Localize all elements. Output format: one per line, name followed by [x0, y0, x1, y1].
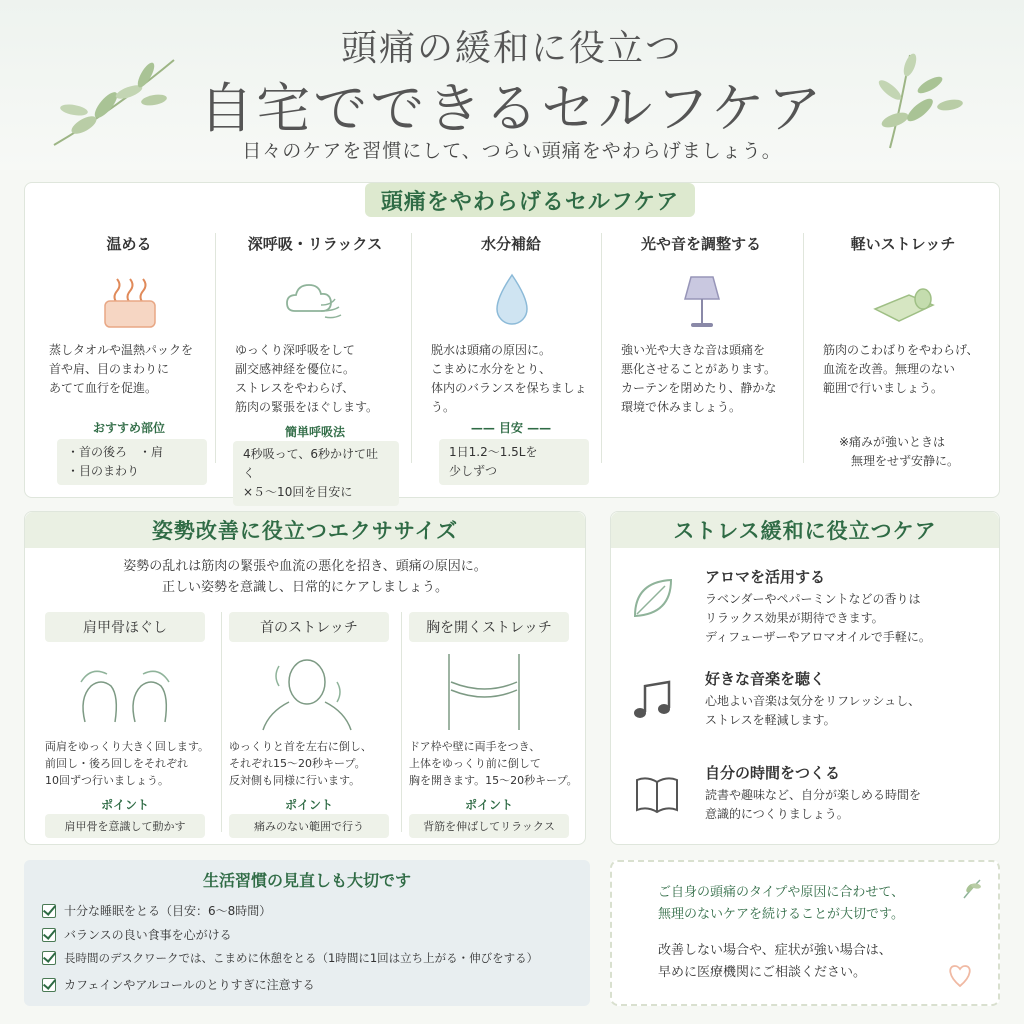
checkbox-checked-icon — [42, 978, 56, 992]
selfcare-item-desc: 強い光や大きな音は頭痛を 悪化させることがあります。 カーテンを閉めたり、静かな 環境で休みましょう。 — [621, 343, 777, 414]
exercise-point-label: ポイント — [464, 798, 513, 812]
music-note-icon — [629, 676, 677, 724]
stress-item-desc: 読書や趣味など、自分が楽しめる時間を 意識的につくりましょう。 — [705, 788, 922, 821]
header — [0, 0, 1024, 170]
divider — [221, 612, 222, 832]
selfcare-title-pill — [365, 183, 695, 217]
selfcare-item-desc: ゆっくり深呼吸をして 副交感神経を優位に。 ストレスをやわらげ、 筋肉の緊張をほぐします。 — [235, 343, 379, 414]
steam-towel-icon — [95, 271, 165, 331]
lifestyle-title: 生活習慣の見直しも大切です — [202, 871, 411, 890]
lamp-icon — [667, 271, 737, 331]
habit-text: 長時間のデスクワークでは、こまめに休憩をとる（1時間に1回は立ち上がる・伸びをする） — [64, 951, 539, 965]
stress-item-desc: 心地よい音楽は気分をリフレッシュし、 ストレスを軽減します。 — [705, 694, 921, 727]
selfcare-item-note: ※痛みが強いときは 無理をせず安静に。 — [839, 435, 960, 468]
habit-item — [42, 976, 315, 993]
leaf-icon — [629, 574, 677, 622]
exercise-desc: ドア枠や壁に両手をつき、 上体をゆっくり前に倒して 胸を開きます。15〜20秒キープ。 — [409, 740, 578, 787]
selfcare-section — [24, 182, 1000, 498]
exercise-title: 肩甲骨ほぐし — [45, 612, 205, 642]
checkbox-checked-icon — [42, 928, 56, 942]
subtitle: 日々のケアを習慣にして、つらい頭痛をやわらげましょう。 — [242, 140, 782, 162]
yoga-mat-icon — [869, 271, 939, 331]
selfcare-item-title: 軽いストレッチ — [850, 235, 956, 253]
exercise-title: 胸を開くストレッチ — [409, 612, 569, 642]
exercise-chest-stretch — [409, 612, 581, 842]
selfcare-item-hydration — [417, 233, 605, 483]
message-dark: 改善しない場合や、症状が強い場合は、 早めに医療機関にご相談ください。 — [658, 943, 892, 980]
selfcare-item-title: 光や音を調整する — [640, 235, 761, 253]
habit-text: カフェインやアルコールのとりすぎに注意する — [64, 978, 315, 992]
habit-text: 十分な睡眠をとる（目安：6〜8時間） — [64, 904, 272, 918]
heart-icon — [946, 962, 974, 988]
divider — [401, 612, 402, 832]
selfcare-item-box: 1日1.2〜1.5Lを 少しずつ — [439, 439, 589, 485]
shoulder-roll-icon — [65, 652, 185, 732]
stress-item-own-time — [611, 762, 1001, 852]
selfcare-item-desc: 蒸しタオルや温熱パックを 首や肩、目のまわりに あてて血行を促進。 — [49, 343, 194, 395]
selfcare-item-desc: 筋肉のこわばりをやわらげ、 血流を改善。無理のない 範囲で行いましょう。 — [823, 343, 979, 395]
exercise-shoulder-blade — [45, 612, 217, 842]
checkbox-checked-icon — [42, 904, 56, 918]
exercise-point: 肩甲骨を意識して動かす — [45, 814, 205, 838]
exercise-point-label: ポイント — [100, 798, 149, 812]
exercise-point: 背筋を伸ばしてリラックス — [409, 814, 569, 838]
habit-item — [42, 926, 232, 943]
title-line-1: 頭痛の緩和に役立つ — [340, 28, 683, 69]
selfcare-title: 頭痛をやわらげるセルフケア — [380, 189, 680, 215]
exercise-neck-stretch — [229, 612, 401, 842]
divider — [601, 233, 602, 463]
exercise-point-label: ポイント — [284, 798, 333, 812]
exercise-title: 首のストレッチ — [229, 612, 389, 642]
stress-item-music — [611, 668, 1001, 758]
divider — [215, 233, 216, 463]
selfcare-item-label: 簡単呼吸法 — [284, 425, 345, 439]
exercise-desc: 両肩をゆっくり大きく回します。 前回し・後ろ回しをそれぞれ 10回ずつ行いましょう。 — [45, 740, 210, 787]
selfcare-item-box: 4秒吸って、6秒かけて吐く ×５〜10回を目安に — [233, 441, 399, 506]
selfcare-item-breathing — [221, 233, 409, 499]
selfcare-item-warm — [35, 233, 223, 483]
habit-item — [42, 950, 538, 966]
stress-header — [611, 512, 999, 548]
neck-stretch-icon — [249, 652, 369, 732]
exercise-desc: ゆっくりと首を左右に倒し、 それぞれ15〜20秒キープ。 反対側も同様に行います。 — [229, 740, 372, 787]
exercise-point: 痛みのない範囲で行う — [229, 814, 389, 838]
stress-item-title: 好きな音楽を聴く — [705, 670, 826, 688]
message-box — [610, 860, 1000, 1006]
cloud-breath-icon — [281, 271, 351, 331]
divider — [411, 233, 412, 463]
stress-title: ストレス緩和に役立つケア — [673, 519, 937, 543]
divider — [803, 233, 804, 463]
posture-title: 姿勢改善に役立つエクササイズ — [151, 519, 459, 543]
selfcare-item-label: —— 目安 —— — [470, 421, 552, 435]
stress-item-desc: ラベンダーやペパーミントなどの香りは リラックス効果が期待できます。 ディフューザーやアロマオイルで手軽に。 — [705, 592, 931, 644]
selfcare-item-stretch — [809, 233, 997, 483]
selfcare-item-desc: 脱水は頭痛の原因に。 こまめに水分をとり、 体内のバランスを保ちましょう。 — [431, 343, 587, 414]
selfcare-item-title: 温める — [106, 235, 152, 253]
posture-intro: 姿勢の乱れは筋肉の緊張や血流の悪化を招き、頭痛の原因に。 正しい姿勢を意識し、日常的にケアしましょう。 — [123, 559, 487, 595]
posture-header — [25, 512, 585, 548]
lifestyle-section — [24, 860, 590, 1006]
message-green: ご自身の頭痛のタイプや原因に合わせて、 無理のないケアを続けることが大切です。 — [658, 885, 905, 922]
selfcare-item-light-sound — [607, 233, 795, 483]
stress-section — [610, 511, 1000, 845]
selfcare-item-box: ・首の後ろ ・肩 ・目のまわり — [57, 439, 207, 485]
water-drop-icon — [477, 271, 547, 331]
sprout-icon — [960, 876, 984, 900]
checkbox-checked-icon — [42, 951, 56, 965]
open-book-icon — [629, 770, 685, 818]
stress-item-title: 自分の時間をつくる — [705, 764, 841, 782]
stress-item-aroma — [611, 566, 1001, 656]
title-line-2: 自宅でできるセルフケア — [199, 77, 825, 140]
habit-text: バランスの良い食事を心がける — [64, 928, 232, 942]
posture-section — [24, 511, 586, 845]
selfcare-item-title: 水分補給 — [480, 235, 541, 253]
stress-item-title: アロマを活用する — [705, 568, 826, 586]
chest-stretch-icon — [429, 652, 549, 732]
selfcare-item-title: 深呼吸・リラックス — [247, 235, 383, 253]
selfcare-item-label: おすすめ部位 — [92, 421, 166, 435]
habit-item — [42, 902, 271, 919]
